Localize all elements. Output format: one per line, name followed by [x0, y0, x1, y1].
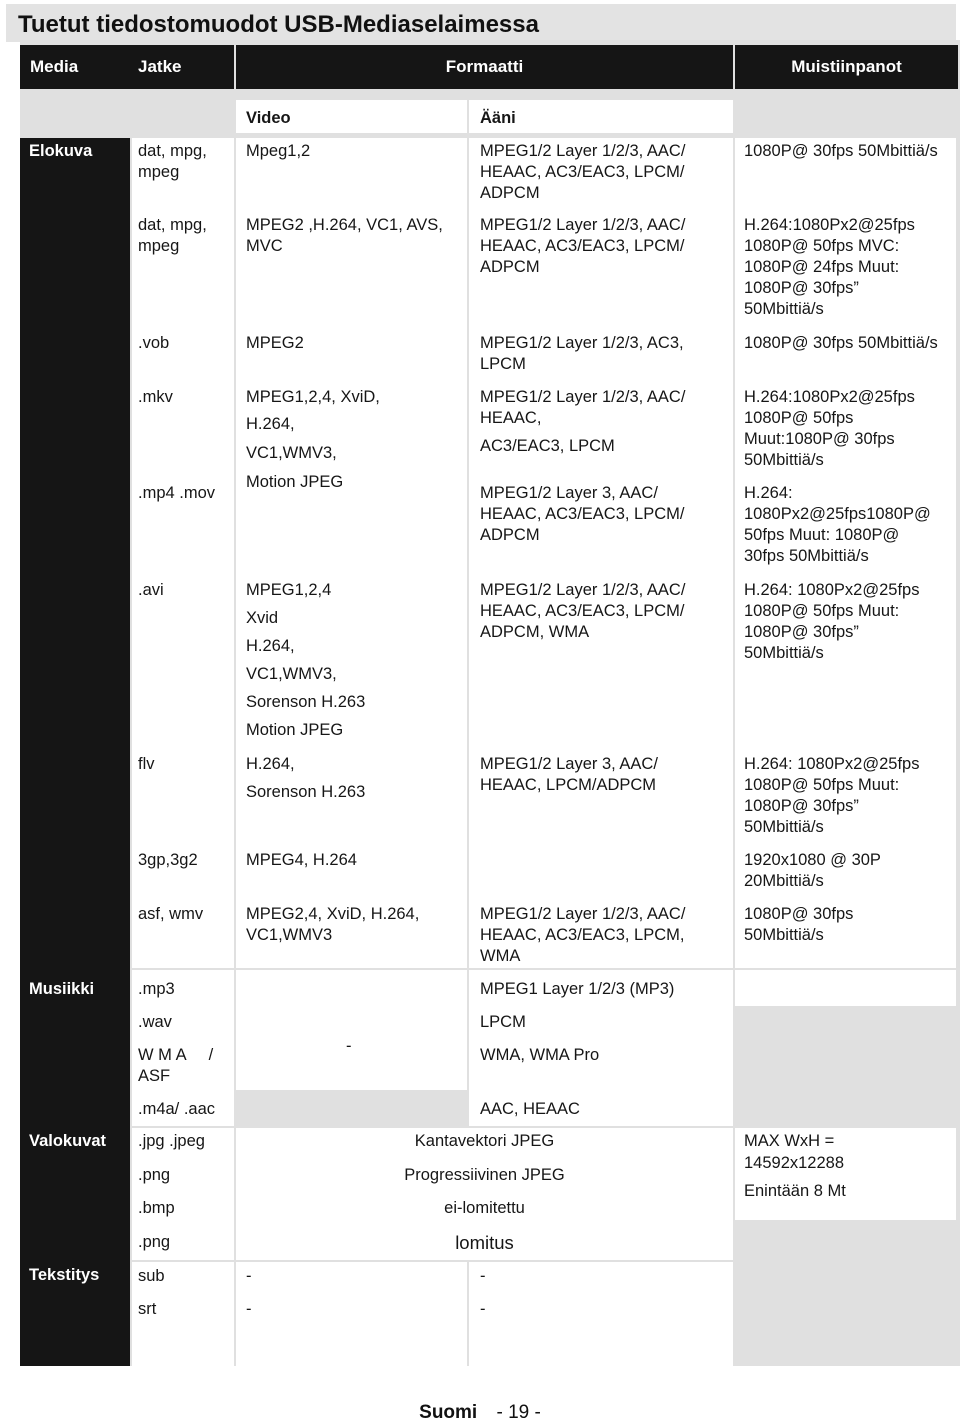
- format-cell: Kantavektori JPEG: [414, 1132, 555, 1150]
- media-subtitle: Tekstitys: [29, 1266, 100, 1284]
- header-media: Media: [20, 45, 130, 89]
- notes-cell: 1080P@ 30fps”: [744, 279, 859, 297]
- audio-cell: HEAAC, AC3/EAC3, LPCM,: [480, 926, 685, 944]
- audio-cell: WMA: [480, 947, 521, 965]
- notes-cell: 14592x12288: [744, 1154, 845, 1172]
- notes-cell: 1080P@ 30fps”: [744, 623, 859, 641]
- audio-cell: MPEG1/2 Layer 1/2/3, AC3,: [480, 334, 684, 352]
- audio-cell: ADPCM: [480, 526, 540, 544]
- ext-cell: .mp4 .mov: [138, 484, 216, 502]
- notes-cell: 30fps 50Mbittiä/s: [744, 547, 869, 565]
- ext-cell: srt: [138, 1300, 157, 1318]
- ext-cell: .wav: [138, 1013, 172, 1031]
- video-cell: MPEG1,2,4: [246, 581, 332, 599]
- audio-cell: ADPCM: [480, 258, 540, 276]
- ext-cell: mpeg: [138, 237, 180, 255]
- format-cell: lomitus: [455, 1232, 514, 1253]
- audio-cell: MPEG1 Layer 1/2/3 (MP3): [480, 980, 675, 998]
- video-cell: MVC: [246, 237, 283, 255]
- ext-cell: 3gp,3g2: [138, 851, 198, 869]
- video-cell: VC1,WMV3,: [246, 444, 337, 462]
- music-video-box: [236, 970, 467, 1090]
- movie-ext-box: [132, 138, 234, 968]
- video-cell: H.264,: [246, 637, 295, 655]
- video-header: Video: [246, 109, 291, 127]
- notes-cell: 1080P@ 50fps: [744, 409, 854, 427]
- footer-language: Suomi: [419, 1402, 478, 1423]
- ext-cell: .png: [138, 1166, 171, 1184]
- video-cell: Motion JPEG: [246, 473, 344, 491]
- audio-cell: AAC, HEAAC: [480, 1100, 580, 1118]
- page-title: Tuetut tiedostomuodot USB-Mediaselaimessa: [18, 11, 539, 38]
- video-cell: -: [246, 1300, 252, 1318]
- video-cell: VC1,WMV3: [246, 926, 333, 944]
- format-cell: Progressiivinen JPEG: [404, 1166, 565, 1184]
- ext-cell: mpeg: [138, 163, 180, 181]
- ext-cell: .vob: [138, 334, 170, 352]
- audio-cell: MPEG1/2 Layer 1/2/3, AAC/: [480, 388, 686, 406]
- notes-cell: 20Mbittiä/s: [744, 872, 824, 890]
- ext-cell: .bmp: [138, 1199, 175, 1217]
- notes-cell: 1080Px2@25fps1080P@: [744, 505, 931, 523]
- audio-cell: HEAAC, AC3/EAC3, LPCM/: [480, 505, 685, 523]
- notes-cell: 1080P@ 50fps Muut:: [744, 776, 900, 794]
- header-notes: Muistiinpanot: [735, 45, 958, 89]
- ext-cell: ASF: [138, 1067, 171, 1085]
- audio-cell: HEAAC, AC3/EAC3, LPCM/: [480, 163, 685, 181]
- notes-cell: 1080P@ 50fps MVC:: [744, 237, 900, 255]
- ext-cell: dat, mpg,: [138, 142, 207, 160]
- notes-cell: H.264:: [744, 484, 793, 502]
- ext-cell: flv: [138, 755, 155, 773]
- audio-header: Ääni: [480, 109, 516, 127]
- notes-cell: H.264: 1080Px2@25fps: [744, 581, 920, 599]
- audio-cell: -: [480, 1267, 486, 1285]
- media-photo: Valokuvat: [29, 1132, 107, 1150]
- ext-cell: sub: [138, 1267, 165, 1285]
- notes-cell: 50fps Muut: 1080P@: [744, 526, 900, 544]
- video-cell: VC1,WMV3,: [246, 665, 337, 683]
- page-number: - 19 -: [496, 1402, 541, 1423]
- notes-cell: 1080P@ 30fps 50Mbittiä/s: [744, 142, 938, 160]
- video-cell: MPEG2 ,H.264, VC1, AVS,: [246, 216, 443, 234]
- video-cell: -: [346, 1037, 352, 1055]
- video-cell: MPEG4, H.264: [246, 851, 357, 869]
- notes-cell: 1080P@ 30fps”: [744, 797, 859, 815]
- video-cell: Motion JPEG: [246, 721, 344, 739]
- video-cell: Xvid: [246, 609, 279, 627]
- video-cell: MPEG2: [246, 334, 304, 352]
- header-ext: Jatke: [130, 45, 234, 89]
- audio-cell: HEAAC,: [480, 409, 542, 427]
- notes-cell: 1080P@ 24fps Muut:: [744, 258, 900, 276]
- ext-cell: .avi: [138, 581, 164, 599]
- notes-cell: 50Mbittiä/s: [744, 451, 824, 469]
- notes-cell: H.264:1080Px2@25fps: [744, 216, 915, 234]
- notes-cell: Muut:1080P@ 30fps: [744, 430, 895, 448]
- audio-cell: MPEG1/2 Layer 1/2/3, AAC/: [480, 905, 686, 923]
- video-cell: H.264,: [246, 415, 295, 433]
- notes-cell: Enintään 8 Mt: [744, 1182, 846, 1200]
- audio-cell: AC3/EAC3, LPCM: [480, 437, 615, 455]
- ext-cell: W M A /: [138, 1046, 214, 1064]
- video-cell: MPEG1,2,4, XviD,: [246, 388, 380, 406]
- audio-cell: HEAAC, AC3/EAC3, LPCM/: [480, 237, 685, 255]
- audio-cell: MPEG1/2 Layer 1/2/3, AAC/: [480, 581, 686, 599]
- audio-cell: MPEG1/2 Layer 3, AAC/: [480, 755, 658, 773]
- media-music: Musiikki: [29, 980, 95, 998]
- video-cell: Mpeg1,2: [246, 142, 311, 160]
- ext-cell: dat, mpg,: [138, 216, 207, 234]
- sub-video-box: [236, 1262, 467, 1366]
- notes-cell: 50Mbittiä/s: [744, 926, 824, 944]
- video-cell: Sorenson H.263: [246, 693, 366, 711]
- media-column: [20, 138, 130, 1366]
- audio-cell: MPEG1/2 Layer 3, AAC/: [480, 484, 658, 502]
- ext-cell: asf, wmv: [138, 905, 204, 923]
- audio-cell: MPEG1/2 Layer 1/2/3, AAC/: [480, 142, 686, 160]
- audio-cell: ADPCM, WMA: [480, 623, 590, 641]
- audio-cell: HEAAC, AC3/EAC3, LPCM/: [480, 602, 685, 620]
- video-cell: -: [246, 1267, 252, 1285]
- notes-cell: 1080P@ 30fps: [744, 905, 854, 923]
- audio-cell: LPCM: [480, 1013, 526, 1031]
- video-cell: Sorenson H.263: [246, 783, 366, 801]
- notes-cell: 1080P@ 30fps 50Mbittiä/s: [744, 334, 938, 352]
- notes-cell: 50Mbittiä/s: [744, 818, 824, 836]
- notes-cell: H.264: 1080Px2@25fps: [744, 755, 920, 773]
- ext-cell: .m4a/ .aac: [138, 1100, 216, 1118]
- audio-cell: LPCM: [480, 355, 526, 373]
- media-movie: Elokuva: [29, 142, 93, 160]
- movie-video-box: [236, 138, 467, 968]
- notes-cell: H.264:1080Px2@25fps: [744, 388, 915, 406]
- ext-cell: .mp3: [138, 980, 175, 998]
- notes-cell: 1080P@ 50fps Muut:: [744, 602, 900, 620]
- video-cell: MPEG2,4, XviD, H.264,: [246, 905, 420, 923]
- audio-cell: HEAAC, LPCM/ADPCM: [480, 776, 657, 794]
- format-cell: ei-lomitettu: [444, 1199, 525, 1217]
- page-footer: [0, 1402, 960, 1424]
- audio-cell: WMA, WMA Pro: [480, 1046, 600, 1064]
- music-notes-box: [735, 970, 956, 1006]
- sub-audio-box: [469, 1262, 733, 1366]
- video-cell: H.264,: [246, 755, 295, 773]
- ext-cell: .mkv: [138, 388, 173, 406]
- notes-cell: 50Mbittiä/s: [744, 300, 824, 318]
- ext-cell: .png: [138, 1233, 171, 1251]
- notes-cell: 1920x1080 @ 30P: [744, 851, 881, 869]
- ext-cell: .jpg .jpeg: [138, 1132, 205, 1150]
- audio-cell: ADPCM: [480, 184, 540, 202]
- title-bar: [6, 4, 956, 42]
- notes-cell: 50Mbittiä/s: [744, 644, 824, 662]
- audio-cell: MPEG1/2 Layer 1/2/3, AAC/: [480, 216, 686, 234]
- audio-cell: -: [480, 1300, 486, 1318]
- notes-cell: MAX WxH =: [744, 1132, 835, 1150]
- header-format: Formaatti: [236, 45, 733, 89]
